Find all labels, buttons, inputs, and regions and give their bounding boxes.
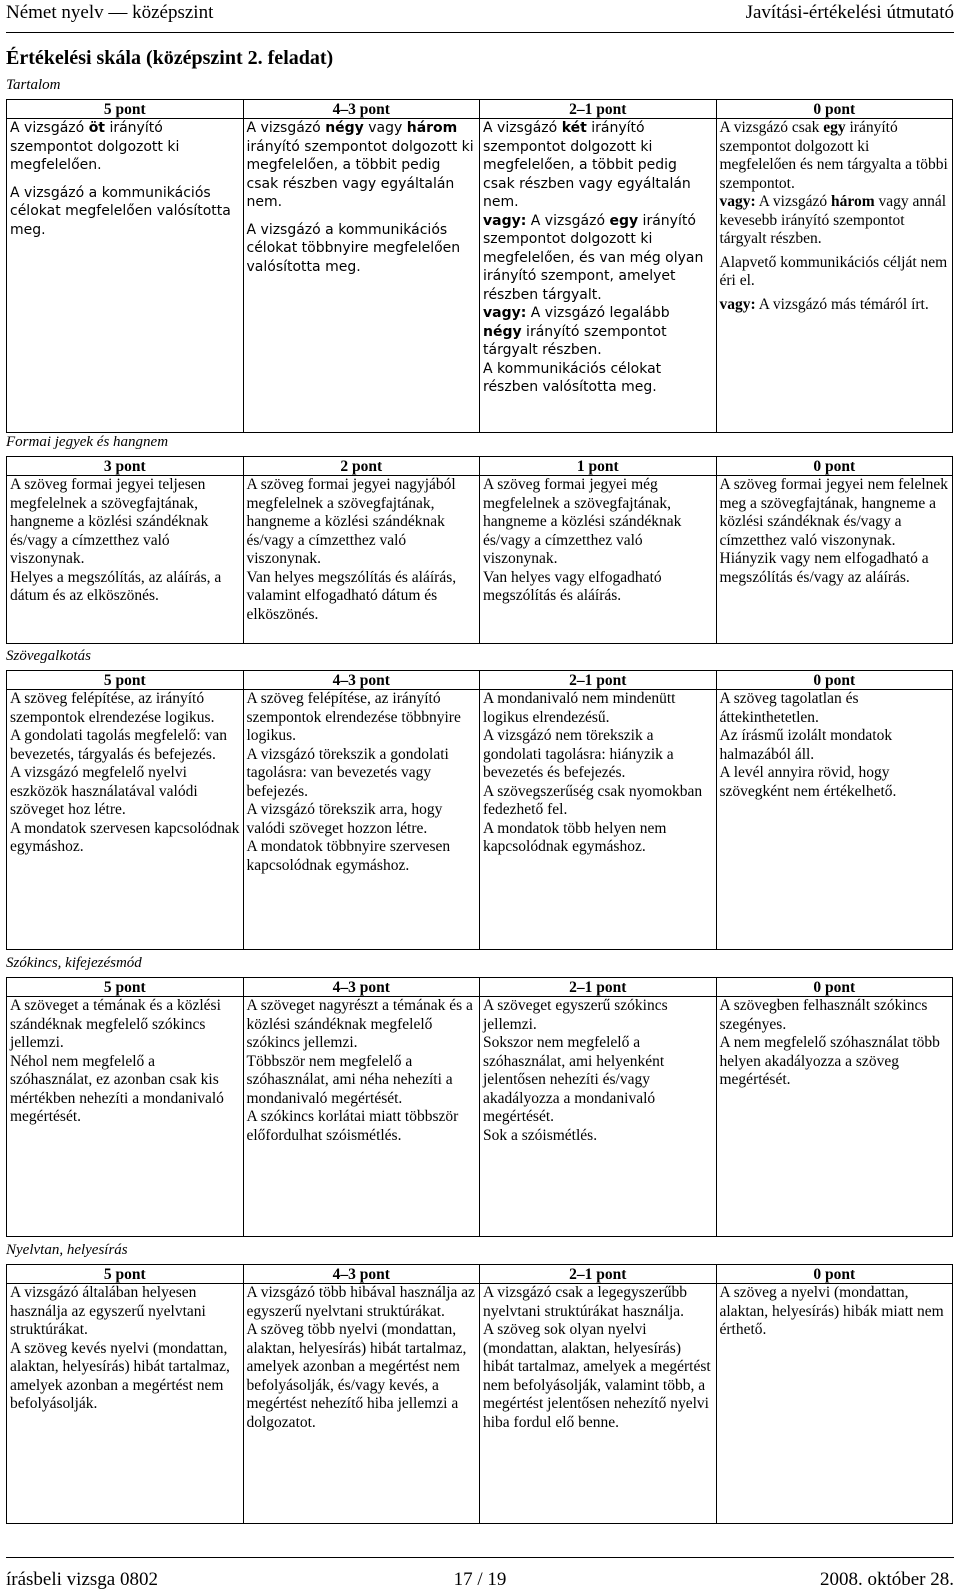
col-header: 0 pont [716,978,953,997]
col-header: 5 pont [7,100,244,119]
footer-page-number: 17 / 19 [453,1569,507,1590]
criterion-text: vagy: A vizsgázó legalább négy irányító szempontot tárgyalt részben. [483,305,670,358]
criterion-text: A gondolati tagolás megfelelő: van bevezetés, tárgyalás és befejezés. [10,727,227,763]
criterion-text: A levél annyira rövid, hogy szövegként nem értékelhető. [719,764,897,800]
header-rule [6,32,954,33]
criterion-text: Helyes a megszólítás, az aláírás, a dátum és az elköszönés. [10,568,222,604]
criterion-text: Alapvető kommunikációs célját nem éri el. [719,253,948,289]
rubric-table-formai-jegyek [6,456,953,644]
rubric-cell [243,1284,480,1524]
rubric-cell [480,690,717,950]
criterion-text: A nem megfelelő szóhasználat több helyen akadályozza a szöveg megértését. [719,1034,940,1088]
rubric-table-nyelvtan [6,1264,953,1524]
rubric-cell [480,119,717,433]
criterion-text: A vizsgázó általában helyesen használja az egyszerű nyelvtani struktúrákat. [10,1284,206,1338]
criterion-text: A vizsgázó nem törekszik a gondolati tagolásra: hiányzik a bevezetés és befejezés. [483,727,674,781]
rubric-table-szovegalkotas [6,670,953,950]
col-header: 4–3 pont [243,100,480,119]
rubric-cell [716,1284,953,1524]
rubric-cell [7,690,244,950]
rubric-cell [480,1284,717,1524]
criterion-text: Néhol nem megfelelő a szóhasználat, ez azonban csak kis mértékben nehezíti a mondanivaló megértését. [10,1052,224,1125]
criterion-text: A szöveg felépítése, az irányító szempontok elrendezése logikus. [10,690,215,726]
criterion-text: A szöveg formai jegyei teljesen megfelelnek a szövegfajtának, hangneme a közlési szándéknak és/vagy a címzetthez való viszonynak. [10,476,209,567]
criterion-text: A vizsgázó törekszik arra, hogy valódi szöveget hozzon létre. [246,801,443,837]
col-header: 2–1 pont [480,978,717,997]
criterion-text: A vizsgázó törekszik a gondolati tagolásra: van bevezetés vagy befejezés. [246,745,449,800]
criterion-text: Van helyes megszólítás és aláírás, valamint elfogadható dátum és elköszönés. [246,568,457,623]
header-subject: Német nyelv — középszint [6,2,214,23]
rubric-cell [243,997,480,1237]
col-header: 0 pont [716,457,953,476]
rubric-table-tartalom [6,99,953,433]
col-header: 0 pont [716,100,953,119]
criterion-text: A szöveg sok olyan nyelvi (mondattan, alaktan, helyesírás) hibát tartalmaz, amelyek a megértést nem befolyásolják, valamint több, a megértést jelentősen nehezítő nyelvi hiba fordul elő benne. [483,1321,711,1431]
criterion-text: vagy: A vizsgázó egy irányító szempontot dolgozott ki megfelelően, és van még olyan irányító szempont, amelyet részben tárgyalt. [483,212,704,303]
col-header: 5 pont [7,978,244,997]
criterion-text: A szöveg formai jegyei nagyjából megfelelnek a szövegfajtának, hangneme a közlési szándéknak és/vagy a címzetthez való viszonynak. [246,476,456,567]
criterion-text: vagy: A vizsgázó más témáról írt. [719,295,929,313]
col-header: 5 pont [7,671,244,690]
col-header: 0 pont [716,671,953,690]
section-label-szovegalkotas: Szövegalkotás [6,648,91,664]
rubric-cell [480,476,717,644]
criterion-text: A vizsgázó négy vagy három irányító szempontot dolgozott ki megfelelően, a többit pedig csak részben vagy egyáltalán nem. [246,120,474,210]
criterion-text: Sok a szóismétlés. [483,1126,598,1144]
criterion-text: A szöveg kevés nyelvi (mondattan, alaktan, helyesírás) hibát tartalmaz, amelyek azonban a megértést nem befolyásolják. [10,1339,230,1412]
criterion-text: A szöveget egyszerű szókincs jellemzi. [483,997,668,1033]
criterion-text: A vizsgázó csak egy irányító szempontot dolgozott ki megfelelően és nem tárgyalta a többi szempontot. [719,119,948,192]
criterion-text: Sokszor nem megfelelő a szóhasználat, ami helyenként jelentősen nehezíti és/vagy akadályozza a mondanivaló megértését. [483,1034,665,1125]
rubric-table-szokincs [6,977,953,1237]
col-header: 2 pont [243,457,480,476]
criterion-text: A vizsgázó a kommunikációs célokat megfelelően valósította meg. [10,184,231,238]
criterion-text: A szöveg több nyelvi (mondattan, alaktan, helyesírás) hibát tartalmaz, amelyek azonban a megértést nem befolyásolják, és/vagy kevés, a megértést nehezítő hiba jellemzi a dolgozatot. [246,1321,467,1431]
criterion-text: A mondanivaló nem mindenütt logikus elrendezésű. [483,690,676,726]
criterion-text: A vizsgázó több hibával használja az egyszerű nyelvtani struktúrákat. [246,1284,476,1320]
criterion-text: A szöveg tagolatlan és áttekinthetetlen. [719,690,859,726]
criterion-text: A mondatok többnyire szervesen kapcsolódnak egymáshoz. [246,838,451,874]
criterion-text: A vizsgázó megfelelő nyelvi eszközök használatával valódi szöveget hoz létre. [10,764,198,818]
rubric-cell [7,476,244,644]
section-label-tartalom: Tartalom [6,77,61,93]
criterion-text: A vizsgázó két irányító szempontot dolgozott ki megfelelően, a többit pedig csak részben vagy egyáltalán nem. [483,120,691,210]
criterion-text: Hiányzik vagy nem elfogadható a megszólítás és/vagy az aláírás. [719,550,929,586]
section-label-formai-jegyek: Formai jegyek és hangnem [6,434,169,450]
criterion-text: A vizsgázó öt irányító szempontot dolgozott ki megfelelően. [10,120,180,173]
col-header: 4–3 pont [243,1265,480,1284]
criterion-text: A szöveg a nyelvi (mondattan, alaktan, helyesírás) hibák miatt nem érthető. [719,1284,944,1338]
col-header: 2–1 pont [480,1265,717,1284]
rubric-cell [7,1284,244,1524]
criterion-text: A szöveget nagyrészt a témának és a közlési szándéknak megfelelő szókincs jellemzi. [246,997,473,1051]
criterion-text: Az írásmű izolált mondatok halmazából áll. [719,727,893,763]
criterion-text: A szövegben felhasznált szókincs szegényes. [719,997,928,1033]
col-header: 4–3 pont [243,671,480,690]
criterion-text: vagy: A vizsgázó három vagy annál kevesebb irányító szempontot tárgyalt részben. [719,193,947,247]
page-footer [6,1557,954,1589]
rubric-cell [7,119,244,433]
col-header: 1 pont [480,457,717,476]
criterion-text: A mondatok több helyen nem kapcsolódnak egymáshoz. [483,819,667,855]
col-header: 0 pont [716,1265,953,1284]
criterion-text: Van helyes vagy elfogadható megszólítás és aláírás. [483,568,662,604]
page-title: Értékelési skála (középszint 2. feladat) [6,47,334,69]
criterion-text: A vizsgázó csak a legegyszerűbb nyelvtani struktúrákat használja. [483,1284,688,1320]
rubric-cell [716,690,953,950]
col-header: 4–3 pont [243,978,480,997]
criterion-text: A szöveg formai jegyei még megfelelnek a szövegfajtának, hangneme a közlési szándéknak és/vagy a címzetthez való viszonynak. [483,476,682,567]
footer-date: 2008. október 28. [819,1569,954,1590]
col-header: 5 pont [7,1265,244,1284]
rubric-cell [716,997,953,1237]
rubric-cell [243,690,480,950]
criterion-text: A szókincs korlátai miatt többször előfordulhat szóismétlés. [246,1108,459,1144]
criterion-text: A szöveg felépítése, az irányító szempontok elrendezése többnyire logikus. [246,690,461,744]
header-doc-type: Javítási-értékelési útmutató [745,2,954,23]
col-header: 2–1 pont [480,671,717,690]
criterion-text: A szövegszerűség csak nyomokban fedezhető fel. [483,782,703,818]
rubric-cell [7,997,244,1237]
section-label-nyelvtan: Nyelvtan, helyesírás [6,1242,128,1258]
rubric-cell [716,119,953,433]
rubric-cell [243,476,480,644]
criterion-text: Többször nem megfelelő a szóhasználat, ami néha nehezíti a mondanivaló megértését. [246,1052,453,1107]
rubric-cell [243,119,480,433]
col-header: 3 pont [7,457,244,476]
page-header [6,2,954,34]
section-label-szokincs: Szókincs, kifejezésmód [6,955,142,971]
footer-rule [6,1557,954,1558]
criterion-text: A mondatok szervesen kapcsolódnak egymáshoz. [10,819,240,855]
rubric-cell [480,997,717,1237]
criterion-text: A szöveget a témának és a közlési szándéknak megfelelő szókincs jellemzi. [10,997,221,1051]
criterion-text: A vizsgázó a kommunikációs célokat többnyire megfelelően valósította meg. [246,221,461,275]
rubric-cell [716,476,953,644]
criterion-text: A kommunikációs célokat részben valósította meg. [483,360,662,395]
footer-exam-code: írásbeli vizsga 0802 [6,1569,158,1590]
criterion-text: A szöveg formai jegyei nem felelnek meg a szövegfajtának, hangneme a közlési szándéknak és/vagy a címzetthez való viszonynak. [719,476,949,549]
col-header: 2–1 pont [480,100,717,119]
